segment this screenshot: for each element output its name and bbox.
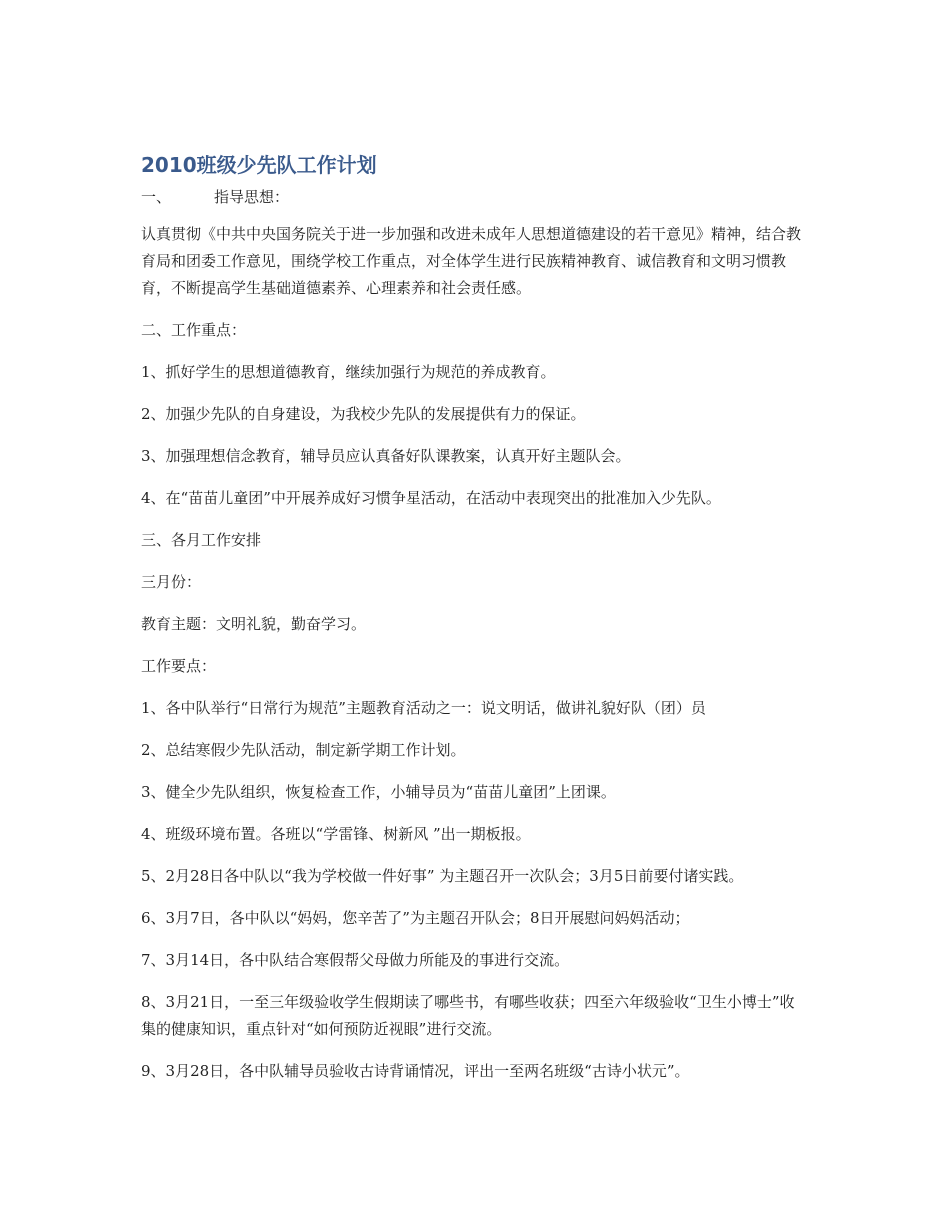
section2-heading: 二、工作重点：	[141, 321, 247, 339]
document-title: 2010班级少先队工作计划	[141, 153, 377, 177]
march-item: 9、3月28日，各中队辅导员验收古诗背诵情况，评出一至两名班级“古诗小状元”。	[141, 1062, 690, 1080]
march-item: 1、各中队举行“日常行为规范”主题教育活动之一：说文明话，做讲礼貌好队（团）员	[141, 699, 706, 717]
march-item: 4、班级环境布置。各班以“学雷锋、树新风 ”出一期板报。	[141, 825, 531, 843]
document-body	[141, 148, 809, 1100]
march-item: 6、3月7日，各中队以“妈妈，您辛苦了”为主题召开队会；8日开展慰问妈妈活动；	[141, 909, 690, 927]
march-item: 3、健全少先队组织，恢复检查工作，小辅导员为“苗苗儿童团”上团课。	[141, 783, 616, 801]
section1-heading	[141, 184, 809, 211]
section1-number: 一、	[141, 188, 172, 206]
march-item: 5、2月28日各中队以“我为学校做一件好事” 为主题召开一次队会；3月5日前要付诸实践。	[141, 867, 744, 885]
march-item: 7、3月14日，各中队结合寒假帮父母做力所能及的事进行交流。	[141, 951, 570, 969]
section2-item: 2、加强少先队的自身建设，为我校少先队的发展提供有力的保证。	[141, 405, 586, 423]
section1-body: 认真贯彻《中共中央国务院关于进一步加强和改进未成年人思想道德建设的若干意见》精神，结合教育局和团委工作意见，围绕学校工作重点，对全体学生进行民族精神教育、诚信教育和文明习惯教育，不断提高学生基础道德素养、心理素养和社会责任感。	[141, 225, 802, 297]
section2-item: 3、加强理想信念教育，辅导员应认真备好队课教案，认真开好主题队会。	[141, 447, 631, 465]
march-points-heading: 工作要点：	[141, 657, 217, 675]
section3-heading: 三、各月工作安排	[141, 531, 262, 549]
march-item: 2、总结寒假少先队活动，制定新学期工作计划。	[141, 741, 466, 759]
march-theme: 教育主题：文明礼貌，勤奋学习。	[141, 615, 367, 633]
march-heading: 三月份：	[141, 573, 202, 591]
section2-item: 1、抓好学生的思想道德教育，继续加强行为规范的养成教育。	[141, 363, 556, 381]
section1-heading-text: 指导思想：	[214, 188, 290, 206]
section2-item: 4、在“苗苗儿童团”中开展养成好习惯争星活动，在活动中表现突出的批准加入少先队。	[141, 489, 721, 507]
march-item: 8、3月21日，一至三年级验收学生假期读了哪些书，有哪些收获；四至六年级验收“卫生小博士”收集的健康知识，重点针对“如何预防近视眼”进行交流。	[141, 993, 795, 1038]
